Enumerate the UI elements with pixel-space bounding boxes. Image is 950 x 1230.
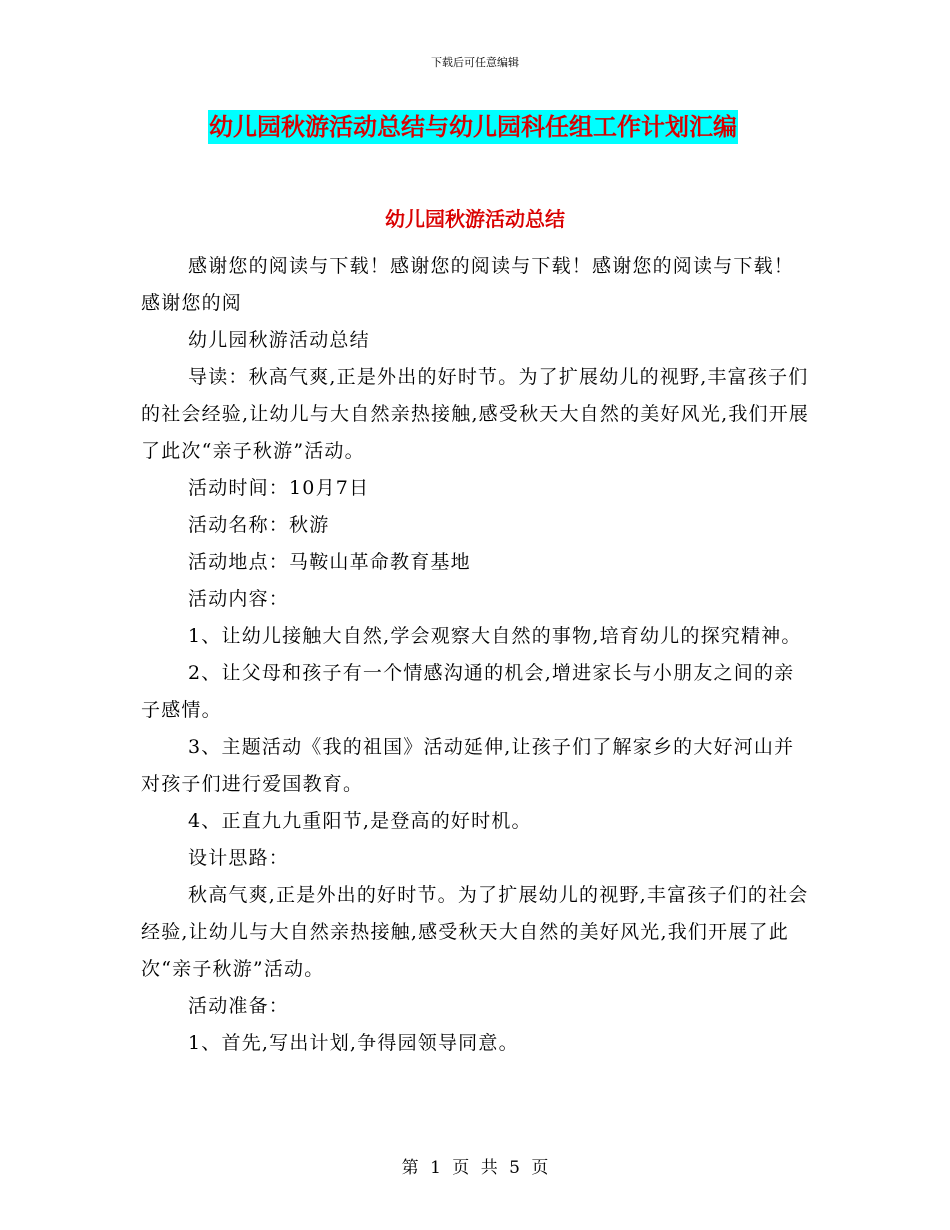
paragraph-prep-heading: 活动准备：	[188, 995, 290, 1017]
paragraph-subtitle: 幼儿园秋游活动总结	[188, 329, 370, 351]
paragraph-item-4: 4、正直九九重阳节,是登高的好时机。	[188, 810, 532, 832]
document-title: 幼儿园秋游活动总结与幼儿园科任组工作计划汇编	[208, 110, 738, 144]
paragraph-intro: 导读：秋高气爽,正是外出的好时节。为了扩展幼儿的视野,丰富孩子们的社会经验,让幼儿与大自然亲热接触,感受秋天大自然的美好风光,我们开展了此次“亲子秋游”活动。	[141, 366, 810, 462]
header-note: 下载后可任意编辑	[431, 56, 519, 69]
paragraph-item-3: 3、主题活动《我的祖国》活动延伸,让孩子们了解家乡的大好河山并对孩子们进行爱国教育。	[141, 736, 795, 795]
page-footer: 第 1 页 共 5 页	[401, 1158, 549, 1178]
paragraph-prep-item-1: 1、首先,写出计划,争得园领导同意。	[188, 1032, 519, 1054]
paragraph-item-1: 1、让幼儿接触大自然,学会观察大自然的事物,培育幼儿的探究精神。	[188, 625, 802, 647]
section-title: 幼儿园秋游活动总结	[385, 207, 565, 231]
paragraph-content-heading: 活动内容：	[188, 588, 290, 610]
paragraph-design-body: 秋高气爽,正是外出的好时节。为了扩展幼儿的视野,丰富孩子们的社会经验,让幼儿与大自然亲热接触,感受秋天大自然的美好风光,我们开展了此次“亲子秋游”活动。	[141, 884, 809, 980]
paragraph-location: 活动地点：马鞍山革命教育基地	[188, 551, 471, 573]
paragraph-thanks: 感谢您的阅读与下载！感谢您的阅读与下载！感谢您的阅读与下载！感谢您的阅	[141, 255, 795, 314]
document-body	[141, 248, 811, 1062]
paragraph-item-2: 2、让父母和孩子有一个情感沟通的机会,增进家长与小朋友之间的亲子感情。	[141, 662, 795, 721]
paragraph-design-heading: 设计思路：	[188, 847, 290, 869]
paragraph-time: 活动时间：10月7日	[188, 477, 370, 499]
paragraph-name: 活动名称：秋游	[188, 514, 330, 536]
